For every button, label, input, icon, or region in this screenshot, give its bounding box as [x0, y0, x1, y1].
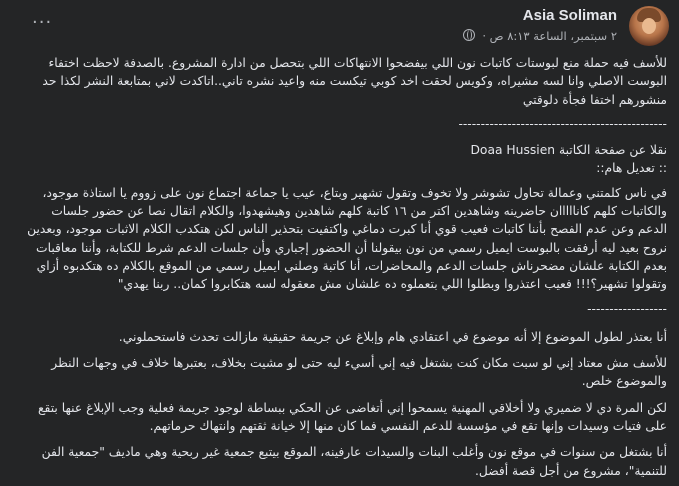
paragraph-report: لكن المرة دي لا ضميري ولا أخلاقي المهنية يسمحوا إني أتغاضى عن الحكي ببساطة لوجود جريمة فعلية وجب الإبلاغ عنها بتقع على فتيات وسيدات وإنها تقع في مؤسسة للدعم النفسي فما كان منها إلا خيانة ثقتهم وانتهاك حرماتهم.: [37, 400, 667, 434]
globe-icon[interactable]: [463, 29, 475, 41]
post-date[interactable]: ٢ سبتمبر، الساعة ٨:١٣ ص: [489, 29, 617, 43]
meta-separator: ·: [482, 29, 486, 43]
post-body: [20, 54, 667, 486]
text-divider: -----------------------------------------------: [458, 116, 667, 131]
paragraph-context: للأسف مش معتاد إني لو سبت مكان كنت بشتغل فيه إني أسيء ليه حتى لو مشيت بخلاف، بعتبرها خلاف في وجهات النظر والموضوع خلص.: [51, 356, 667, 389]
quote-edit-note: :: تعديل هام::: [596, 161, 667, 176]
post-meta: [463, 29, 617, 43]
text-divider: ------------------: [587, 301, 667, 316]
paragraph-apology: أنا بعتذر لطول الموضوع إلا أنه موضوع في اعتقادي هام وإبلاغ عن جريمة حقيقية مازالت تحدث فاستحملوني.: [118, 329, 667, 344]
author-avatar[interactable]: [629, 6, 669, 46]
author-name[interactable]: Asia Soliman: [522, 7, 617, 24]
more-options-button[interactable]: ···: [32, 12, 53, 33]
paragraph-intro: للأسف فيه حملة منع لبوستات كاتبات نون اللي بيفضحوا الانتهاكات اللي بتحصل من ادارة المشروع. بالصدفة لاحظت اختفاء البوست الاصلي وانا لسه مشيراه، وكويس لحقت اخد كوبي تيكست منه واعيد نشره تاني..اتاكدت لاني بمتابعة النشر لكذا حد منشورهم اختفا فجأة دلوقتي: [42, 56, 667, 107]
quote-source: نقلا عن صفحة الكاتبة Doaa Hussien: [470, 143, 667, 158]
paragraph-background: أنا بشتغل من سنوات في موقع نون وأغلب البنات والسيدات عارفينه، الموقع بيتبع جمعية غير ربحية وهي ماديف "جمعية الفن للتنمية"، مشروع من أجل قصة أفضل.: [41, 445, 667, 478]
paragraph-quote: في ناس كلمتني وعمالة تحاول تشوشر ولا تخوف وتقول تشهير وبتاع، عيب يا جماعة اجتماع نون على زووم يا استاذة موجود، والكاتبات كلهم كانااااان حاضرينه وشاهدين اكتر من ١٦ كاتبة كلهم شاهدين وهيشهدوا، والكلام اتقال نصا عن حضور جلسات الدعم وعن عدم الفصح بأننا كاتبات فعيب قوي أنا كبرت دماغي واكتفيت بتحذير الناس لكن هتكدب الكلام الاثبات موجود، وبعدين نروح بعيد ليه أرفقت بالبوست ايميل رسمي من نون بيقولنا أن الحضور إجباري وأن جلسات الدعم شرط للكتابة، وأننا معاقبات بعدم الكتابة علشان مضحرناش جلسات الدعم والمحاضرات، أنا كاتبة وصلني ايميل رسمي من الموقع بالكلام ده هتكدبوه أزاي وتقولوا تشهير؟!!! فعيب اعتذروا وبطلوا اللي بتعملوه ده علشان مش معقوله لسه هتكابروا كمان.. ربنا يهدي": [27, 185, 667, 292]
post-header: [10, 4, 669, 44]
